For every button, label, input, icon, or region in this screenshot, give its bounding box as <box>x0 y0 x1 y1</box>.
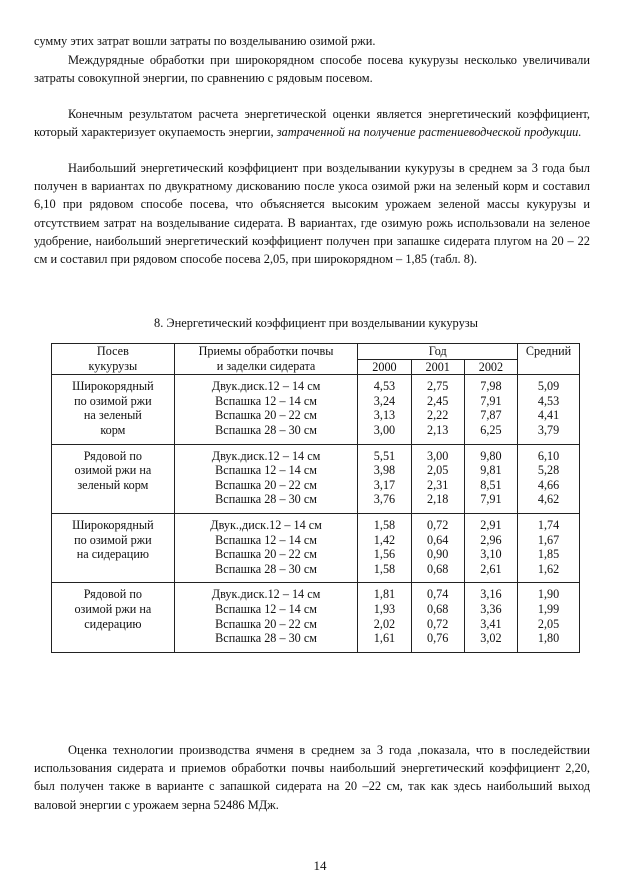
cell-sowing-line: по озимой ржи <box>74 532 152 547</box>
cell-average-line: 1,90 <box>537 587 560 602</box>
paragraph-intro: сумму этих затрат вошли затраты по возделыванию озимой ржи. <box>34 34 376 48</box>
cell-2001-line: 0,68 <box>427 601 449 616</box>
cell-2002-line: 3,36 <box>480 601 502 616</box>
cell-methods-line: Вспашка 28 – 30 см <box>215 631 317 646</box>
cell-sowing <box>52 513 175 582</box>
energy-coefficient-table <box>51 343 580 653</box>
cell-methods <box>174 375 358 444</box>
page-number: 14 <box>313 858 327 873</box>
cell-methods-line: Двук.,диск.12 – 14 см <box>210 517 322 532</box>
cell-2000-line: 1,58 <box>373 517 396 532</box>
header-year-2002: 2002 <box>464 359 517 375</box>
cell-2001-line: 0,74 <box>427 587 449 602</box>
cell-2000-line: 3,76 <box>373 492 396 507</box>
cell-sowing-line: Широкорядный <box>72 379 154 394</box>
cell-average-line: 4,41 <box>537 408 560 423</box>
cell-2002 <box>464 513 517 582</box>
cell-2001-line: 2,31 <box>427 477 449 492</box>
cell-average-line: 1,85 <box>537 547 560 562</box>
cell-2002-line: 2,91 <box>480 517 502 532</box>
cell-2001-line: 2,22 <box>427 408 449 423</box>
table-row <box>52 513 580 582</box>
cell-sowing-line: Рядовой по <box>83 448 142 463</box>
cell-2002-line: 7,98 <box>480 379 502 394</box>
cell-2002-line: 9,81 <box>480 463 502 478</box>
cell-methods-line: Вспашка 20 – 22 см <box>215 616 317 631</box>
cell-average-line: 2,05 <box>537 616 560 631</box>
cell-2002-line: 3,41 <box>480 616 502 631</box>
cell-methods-line: Вспашка 12 – 14 см <box>215 463 317 478</box>
cell-2002 <box>464 375 517 444</box>
cell-2002-line: 7,87 <box>480 408 502 423</box>
cell-average <box>518 444 580 513</box>
cell-average-line: 4,66 <box>537 477 560 492</box>
cell-2001-line: 3,00 <box>427 448 449 463</box>
table-header-row <box>52 344 580 360</box>
cell-2001 <box>411 513 464 582</box>
cell-2001-line: 0,72 <box>427 517 449 532</box>
cell-methods-line: Вспашка 28 – 30 см <box>215 422 317 437</box>
table-row <box>52 583 580 652</box>
cell-methods-line: Вспашка 20 – 22 см <box>215 477 317 492</box>
cell-sowing-line: на сидерацию <box>76 547 149 562</box>
cell-average <box>518 513 580 582</box>
paragraph-energy-coefficient-italic: затраченной на получение растениеводческой продукции. <box>276 125 582 140</box>
cell-2001-line: 2,45 <box>427 393 449 408</box>
cell-average-line: 1,74 <box>537 517 560 532</box>
cell-average <box>518 583 580 652</box>
cell-methods-line: Двук.диск.12 – 14 см <box>211 587 321 602</box>
cell-methods-line: Вспашка 20 – 22 см <box>215 547 317 562</box>
header-year-2000: 2000 <box>358 359 411 375</box>
cell-methods-line: Двук.диск.12 – 14 см <box>211 448 321 463</box>
cell-average-line: 6,10 <box>537 448 560 463</box>
table-body <box>52 375 580 653</box>
cell-2000-line: 1,42 <box>373 532 396 547</box>
table-caption: 8. Энергетический коэффициент при возделывании кукурузы <box>154 316 478 330</box>
cell-2001-line: 2,75 <box>427 379 449 394</box>
paragraph-energy-coefficient-text: Конечным результатом расчета энергетической оценки является энергетический коэффициент, который характеризует окупаемость энергии, <box>34 107 590 140</box>
cell-2000-line: 4,53 <box>373 379 396 394</box>
cell-average-line: 1,99 <box>537 601 560 616</box>
cell-2001-line: 2,13 <box>427 422 449 437</box>
cell-average-line: 5,28 <box>537 463 560 478</box>
cell-methods <box>174 583 358 652</box>
cell-2000 <box>358 375 411 444</box>
cell-sowing-line: на зеленый <box>83 408 142 423</box>
cell-average-line: 1,80 <box>537 631 560 646</box>
cell-2002-line: 2,96 <box>480 532 502 547</box>
cell-2000-line: 3,00 <box>373 422 396 437</box>
cell-average-line: 1,67 <box>537 532 560 547</box>
cell-average-line: 4,53 <box>537 393 560 408</box>
cell-methods <box>174 513 358 582</box>
cell-methods-line: Вспашка 12 – 14 см <box>215 601 317 616</box>
cell-2000-line: 5,51 <box>373 448 396 463</box>
cell-sowing-line: озимой ржи на <box>74 463 152 478</box>
cell-methods-line: Вспашка 12 – 14 см <box>215 393 317 408</box>
cell-2000-line: 3,13 <box>373 408 396 423</box>
cell-2001-line: 2,05 <box>427 463 449 478</box>
cell-methods-line: Вспашка 28 – 30 см <box>215 492 317 507</box>
cell-sowing <box>52 583 175 652</box>
cell-2000-line: 3,98 <box>373 463 396 478</box>
cell-average <box>518 375 580 444</box>
cell-2001-line: 0,72 <box>427 616 449 631</box>
cell-2000 <box>358 583 411 652</box>
cell-2001-line: 0,76 <box>427 631 449 646</box>
cell-sowing-line: озимой ржи на <box>74 601 152 616</box>
cell-2000-line: 1,61 <box>373 631 396 646</box>
cell-average-line: 5,09 <box>537 379 560 394</box>
cell-methods-line: Вспашка 20 – 22 см <box>215 408 317 423</box>
cell-sowing-line: зеленый корм <box>77 477 149 492</box>
cell-2002-line: 9,80 <box>480 448 502 463</box>
paragraph-interrow: Междурядные обработки при широкорядном способе посева кукурузы несколько увеличивали затраты совокупной энергии, по сравнению с рядовым посевом. <box>34 53 590 86</box>
cell-2002 <box>464 583 517 652</box>
header-methods: Приемы обработки почвы и заделки сидерата <box>174 344 358 375</box>
cell-2002 <box>464 444 517 513</box>
cell-2001-line: 0,90 <box>427 547 449 562</box>
cell-2000-line: 1,58 <box>373 561 396 576</box>
cell-average-line: 1,62 <box>537 561 560 576</box>
cell-2000-line: 3,24 <box>373 393 396 408</box>
cell-2000-line: 3,17 <box>373 477 396 492</box>
header-year: Год <box>358 344 518 360</box>
paragraph-energy-coefficient <box>34 105 590 141</box>
cell-2002-line: 3,16 <box>480 587 502 602</box>
cell-2001-line: 2,18 <box>427 492 449 507</box>
cell-2002-line: 2,61 <box>480 561 502 576</box>
cell-methods <box>174 444 358 513</box>
cell-2001 <box>411 583 464 652</box>
cell-2000 <box>358 444 411 513</box>
cell-sowing-line: сидерацию <box>84 616 142 631</box>
cell-2000-line: 1,93 <box>373 601 396 616</box>
cell-2002-line: 7,91 <box>480 492 502 507</box>
cell-2000 <box>358 513 411 582</box>
cell-2001-line: 0,68 <box>427 561 449 576</box>
cell-average-line: 4,62 <box>537 492 560 507</box>
cell-methods-line: Вспашка 28 – 30 см <box>215 561 317 576</box>
cell-2002-line: 3,02 <box>480 631 502 646</box>
cell-2002-line: 8,51 <box>480 477 502 492</box>
cell-2001-line: 0,64 <box>427 532 449 547</box>
cell-sowing <box>52 444 175 513</box>
cell-2000-line: 2,02 <box>373 616 396 631</box>
cell-average-line: 3,79 <box>537 422 560 437</box>
cell-2002-line: 7,91 <box>480 393 502 408</box>
paragraph-max-coefficient: Наибольший энергетический коэффициент при возделывании кукурузы в среднем за 3 года был получен в вариантах по двукратному дискованию после укоса озимой ржи на зеленый корм и составил 6,10 при рядовом способе посева, что объясняется высоким урожаем зеленой массы кукурузы и отсутствием затрат на возделывание сидерата. В вариантах, где озимую рожь использовали на зеленое удобрение, наибольший энергетический коэффициент получен при запашке сидерата плугом на 20 – 22 см и составил при рядовом способе посева 2,05, при широкорядном – 1,85 (табл. 8). <box>34 161 590 267</box>
cell-2002-line: 3,10 <box>480 547 502 562</box>
cell-sowing-line: корм <box>100 422 126 437</box>
cell-2001 <box>411 444 464 513</box>
header-sowing: Посев кукурузы <box>52 344 175 375</box>
cell-2002-line: 6,25 <box>480 422 502 437</box>
paragraph-barley: Оценка технологии производства ячменя в среднем за 3 года ,показала, что в последействии использования сидерата и приемов обработки почвы наибольший энергетический коэффициент 2,20, был получен также в варианте с запашкой сидерата на 20 –22 см, так как здесь наибольший выход валовой энергии с урожаем зерна 52486 МДж. <box>34 743 590 812</box>
table-row <box>52 375 580 444</box>
cell-sowing <box>52 375 175 444</box>
cell-2000-line: 1,81 <box>373 587 396 602</box>
cell-sowing-line: Широкорядный <box>72 517 154 532</box>
table-row <box>52 444 580 513</box>
cell-methods-line: Вспашка 12 – 14 см <box>215 532 317 547</box>
cell-2000-line: 1,56 <box>373 547 396 562</box>
cell-2001 <box>411 375 464 444</box>
cell-sowing-line: Рядовой по <box>83 587 142 602</box>
cell-sowing-line: по озимой ржи <box>74 393 152 408</box>
cell-methods-line: Двук.диск.12 – 14 см <box>211 379 321 394</box>
header-average: Средний <box>518 344 580 375</box>
header-year-2001: 2001 <box>411 359 464 375</box>
